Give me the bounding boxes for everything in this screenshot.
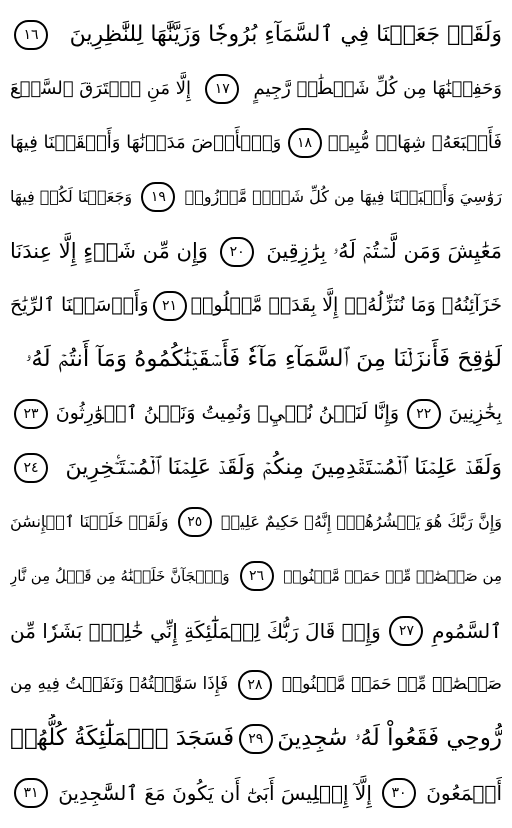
ayah-number-marker: ١٩ bbox=[141, 182, 175, 212]
text-line bbox=[10, 768, 502, 818]
text-line bbox=[10, 118, 502, 168]
text-line bbox=[10, 443, 502, 493]
verse-text: وَحَفِظۡنَٰهَا مِن كُلِّ شَيۡطَٰنٖ رَّجِيمٍ bbox=[253, 78, 502, 100]
text-line bbox=[10, 606, 502, 656]
ayah-number-marker: ٢٧ bbox=[389, 616, 423, 646]
ayah-number-marker: ٢٤ bbox=[14, 453, 48, 483]
verse-text: رُّوحِي فَقَعُواْ لَهُۥ سَٰجِدِينَ bbox=[277, 725, 502, 752]
ayah-number-marker: ٢٥ bbox=[178, 507, 212, 537]
ayah-number-marker: ١٨ bbox=[288, 128, 322, 158]
ayah-number-marker: ٢٣ bbox=[14, 399, 48, 429]
text-line bbox=[10, 227, 502, 277]
ayah-number-marker: ٢٠ bbox=[220, 237, 254, 267]
verse-text: وَلَقَدۡ عَلِمۡنَا ٱلۡمُسۡتَقۡدِمِينَ مِنكُمۡ وَلَقَدۡ عَلِمۡنَا ٱلۡمُسۡتَـٔۡخِرِينَ bbox=[65, 455, 502, 481]
verse-text: رَوَٰسِيَ وَأَنۢبَتۡنَا فِيهَا مِن كُلِّ شَيۡءٖ مَّوۡزُونٖ bbox=[184, 187, 502, 207]
verse-text: إِلَّآ إِبۡلِيسَ أَبَىٰٓ أَن يَكُونَ مَعَ ٱلسَّٰجِدِينَ bbox=[58, 780, 372, 805]
text-line bbox=[10, 660, 502, 710]
verse-text: وَأَرۡسَلۡنَا ٱلرِّيَٰحَ bbox=[10, 294, 149, 317]
text-line bbox=[10, 335, 502, 385]
verse-text: مِن صَلۡصَٰلٖ مِّنۡ حَمَإٖ مَّسۡنُونٖ bbox=[283, 566, 502, 585]
text-line bbox=[10, 714, 502, 764]
ayah-number-marker: ٢٨ bbox=[238, 670, 272, 700]
text-line bbox=[10, 10, 502, 60]
ayah-number-marker: ٢٦ bbox=[240, 561, 274, 591]
text-line bbox=[10, 551, 502, 601]
ayah-number-marker: ١٧ bbox=[205, 74, 239, 104]
verse-text: إِلَّا مَنِ ٱسۡتَرَقَ ٱلسَّمۡعَ bbox=[10, 78, 192, 100]
verse-text: خَزَآئِنُهُۥ وَمَا نُنَزِّلُهُۥٓ إِلَّا بِقَدَرٖ مَّعۡلُومٖ bbox=[190, 294, 502, 317]
verse-text: وَإِنَّ رَبَّكَ هُوَ يَحۡشُرُهُمۡۚ إِنَّهُۥ حَكِيمٌ عَلِيمٞ bbox=[221, 512, 502, 532]
ayah-number-marker: ١٦ bbox=[14, 20, 48, 50]
text-line bbox=[10, 172, 502, 222]
verse-text: وَإِذۡ قَالَ رَبُّكَ لِلۡمَلَٰٓئِكَةِ إِنِّي خَٰلِقُۢ بَشَرٗا مِّن bbox=[10, 618, 381, 643]
verse-text: فَإِذَا سَوَّيۡتُهُۥ وَنَفَخۡتُ فِيهِ مِن bbox=[10, 674, 229, 695]
verse-text: بِخَٰزِنِينَ bbox=[448, 402, 502, 425]
verse-text: ٱلسَّمُومِ bbox=[432, 618, 502, 643]
verse-text: وَٱلۡأَرۡضَ مَدَدۡنَٰهَا وَأَلۡقَيۡنَا فِيهَا bbox=[10, 132, 282, 154]
verse-lines bbox=[10, 10, 502, 818]
verse-text: وَجَعَلۡنَا لَكُمۡ فِيهَا bbox=[10, 187, 133, 207]
verse-text: وَٱلۡجَآنَّ خَلَقۡنَٰهُ مِن قَبۡلُ مِن نَّارِ bbox=[10, 566, 230, 585]
verse-text: وَلَقَدۡ خَلَقۡنَا ٱلۡإِنسَٰنَ bbox=[10, 512, 169, 532]
ayah-number-marker: ٢١ bbox=[153, 291, 187, 321]
ayah-number-marker: ٢٩ bbox=[239, 724, 273, 754]
text-line bbox=[10, 389, 502, 439]
text-line bbox=[10, 281, 502, 331]
verse-text: لَوَٰقِحَ فَأَنزَلۡنَا مِنَ ٱلسَّمَآءِ مَآءٗ فَأَسۡقَيۡنَٰكُمُوهُ وَمَآ أَنتُمۡ لَهُۥ bbox=[25, 346, 502, 373]
verse-text: صَلۡصَٰلٖ مِّنۡ حَمَإٖ مَّسۡنُونٖ bbox=[281, 674, 502, 695]
ayah-number-marker: ٣٠ bbox=[382, 778, 416, 808]
ayah-number-marker: ٣١ bbox=[14, 778, 48, 808]
verse-text: وَلَقَدۡ جَعَلۡنَا فِي ٱلسَّمَآءِ بُرُوجٗا وَزَيَّنَّٰهَا لِلنَّٰظِرِينَ bbox=[69, 22, 502, 47]
verse-text: فَسَجَدَ ٱلۡمَلَٰٓئِكَةُ كُلُّهُمۡ bbox=[10, 725, 235, 752]
verse-text: وَإِن مِّن شَيۡءٍ إِلَّا عِندَنَا bbox=[10, 239, 208, 264]
verse-text: مَعَٰيِشَ وَمَن لَّسۡتُمۡ لَهُۥ بِرَٰزِقِينَ bbox=[266, 239, 502, 264]
verse-text: أَجۡمَعُونَ bbox=[426, 780, 502, 805]
text-line bbox=[10, 497, 502, 547]
verse-text: فَأَتۡبَعَهُۥ شِهَابٞ مُّبِينٞ bbox=[327, 132, 502, 154]
text-line bbox=[10, 64, 502, 114]
verse-text: وَإِنَّا لَنَحۡنُ نُحۡيِۦ وَنُمِيتُ وَنَحۡنُ ٱلۡوَٰرِثُونَ bbox=[55, 402, 400, 425]
ayah-number-marker: ٢٢ bbox=[407, 399, 441, 429]
